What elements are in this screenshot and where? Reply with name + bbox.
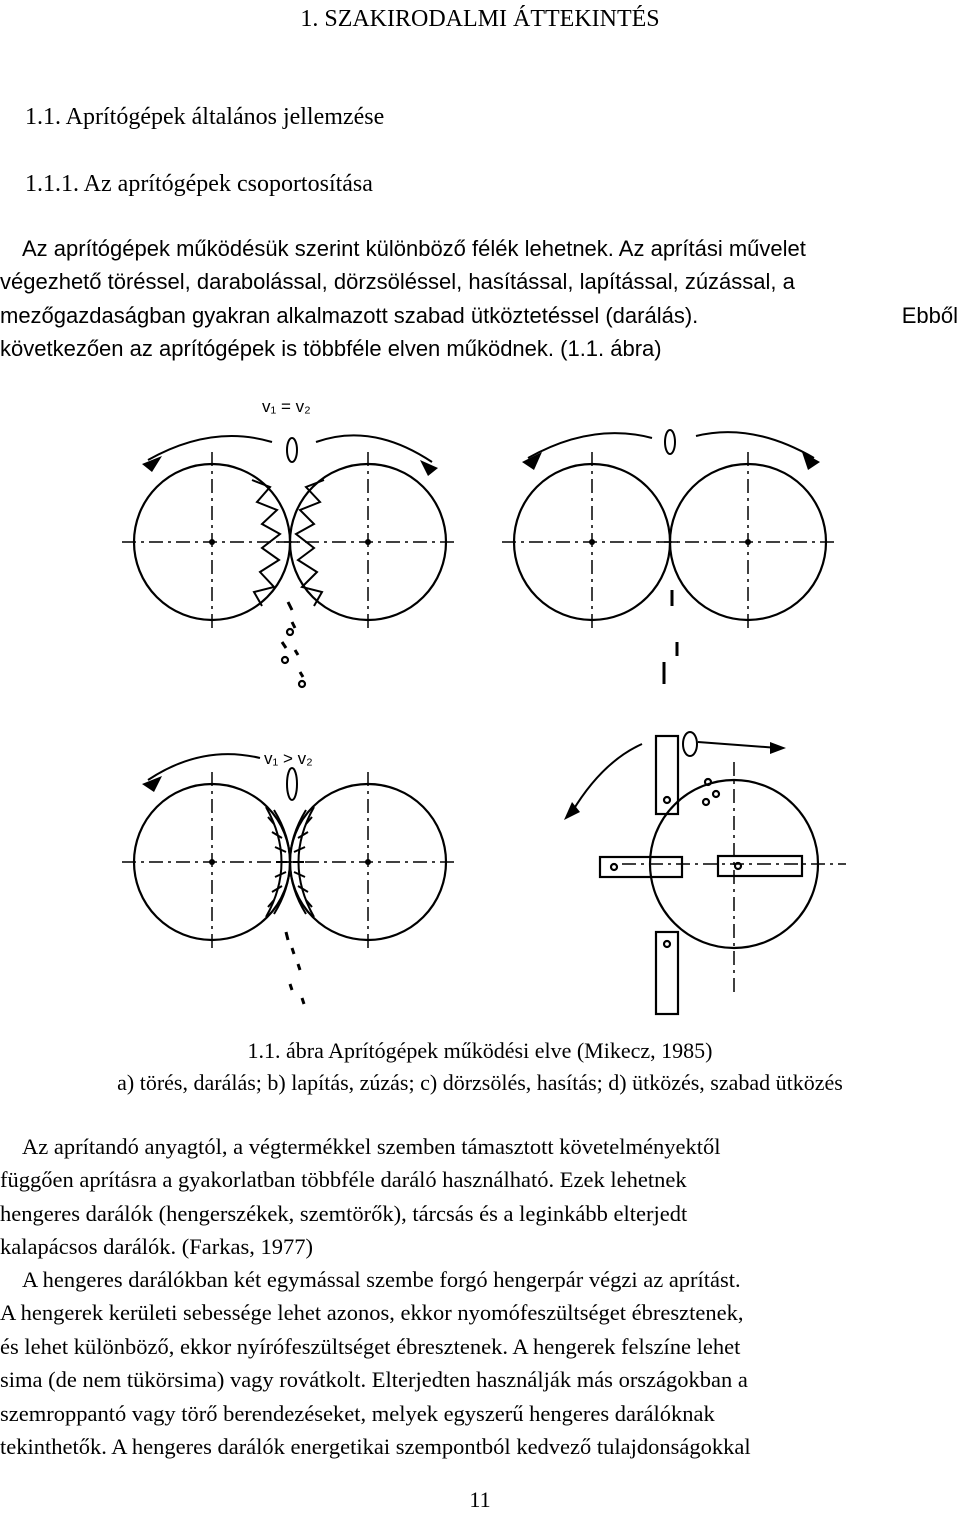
paragraph-line: hengeres darálók (hengerszékek, szemtörők), tárcsás és a leginkább elterjedt bbox=[0, 1200, 688, 1226]
paragraph-line: sima (de nem tükörsima) vagy rovátkolt. Elterjedten használják más országokban a bbox=[0, 1367, 748, 1393]
figure-label-c: v₁ > v₂ bbox=[264, 749, 313, 768]
intro-line: mezőgazdaságban gyakran alkalmazott szabad ütköztetéssel (darálás). bbox=[0, 302, 699, 328]
grinding-principles-figure bbox=[102, 392, 858, 1032]
intro-line: végezhető töréssel, darabolással, dörzsöléssel, hasítással, lapítással, zúzással, a bbox=[0, 269, 795, 295]
chapter-heading: 1. SZAKIRODALMI ÁTTEKINTÉS bbox=[300, 6, 660, 32]
paragraph-line: függően aprításra a gyakorlatban többféle daráló használható. Ezek lehetnek bbox=[0, 1167, 687, 1193]
intro-line: következően az aprítógépek is többféle elven működnek. (1.1. ábra) bbox=[0, 336, 662, 362]
paragraph-line: A hengerek kerületi sebessége lehet azonos, ekkor nyomófeszültséget ébresztenek, bbox=[0, 1300, 744, 1326]
paragraph-line: kalapácsos darálók. (Farkas, 1977) bbox=[0, 1234, 314, 1260]
page-number: 11 bbox=[469, 1487, 491, 1512]
figure-caption: 1.1. ábra Aprítógépek működési elve (Mikecz, 1985) bbox=[247, 1038, 713, 1063]
figure-label-a: v₁ = v₂ bbox=[262, 397, 311, 416]
section-heading: 1.1. Aprítógépek általános jellemzése bbox=[25, 104, 385, 130]
paragraph-line: szemroppantó vagy törő berendezéseket, melyek egyszerű hengeres darálóknak bbox=[0, 1400, 715, 1426]
paragraph-line: Az aprítandó anyagtól, a végtermékkel szemben támasztott követelményektől bbox=[22, 1134, 721, 1159]
paragraph-grinder-types bbox=[0, 1130, 958, 1264]
paragraph-line: A hengeres darálókban két egymással szembe forgó hengerpár végzi az aprítást. bbox=[22, 1267, 741, 1292]
intro-paragraph bbox=[0, 232, 958, 366]
intro-line: Az aprítógépek működésük szerint különböző félék lehetnek. Az aprítási művelet bbox=[22, 236, 806, 261]
figure-caption-detail: a) törés, darálás; b) lapítás, zúzás; c) dörzsölés, hasítás; d) ütközés, szabad ütközés bbox=[117, 1070, 843, 1095]
paragraph-line: tekinthetők. A hengeres darálók energetikai szempontból kedvező tulajdonságokkal bbox=[0, 1434, 751, 1460]
subsection-heading: 1.1.1. Az aprítógépek csoportosítása bbox=[25, 171, 373, 197]
paragraph-roller-mills bbox=[0, 1263, 958, 1463]
paragraph-line: és lehet különböző, ekkor nyírófeszültséget ébresztenek. A hengerek felszíne lehet bbox=[0, 1333, 741, 1359]
intro-line-end: Ebből bbox=[901, 302, 958, 328]
